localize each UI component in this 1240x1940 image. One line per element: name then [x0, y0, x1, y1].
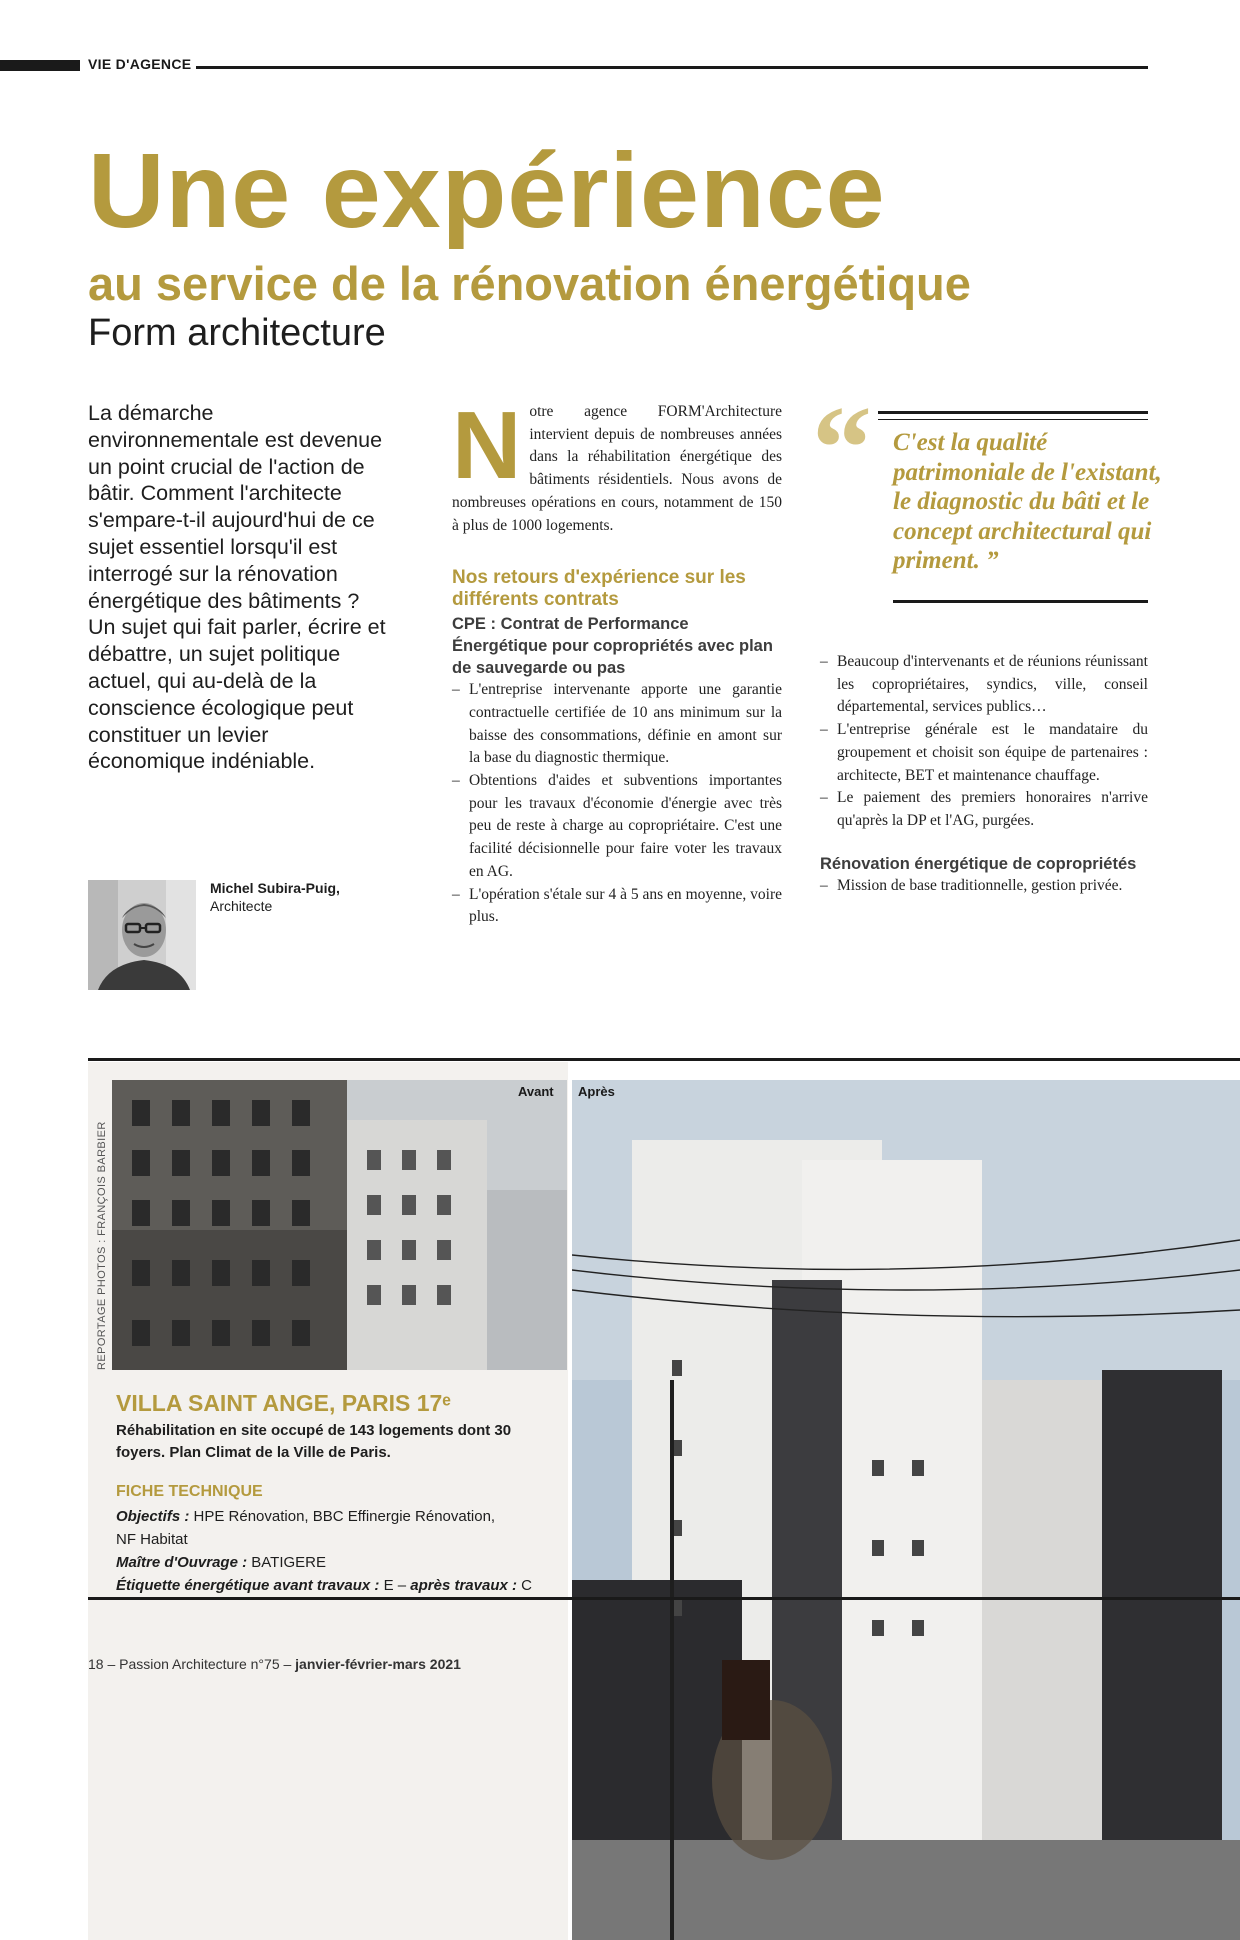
bullet-list: [820, 875, 1148, 898]
project-rule-bottom: [88, 1597, 1240, 1600]
fiche-objectifs-cont: NF Habitat: [116, 1531, 188, 1548]
list-item: – L'opération s'étale sur 4 à 5 ans en moyenne, voire plus.: [452, 884, 782, 929]
quote-mark: “: [812, 381, 872, 514]
column-right: [820, 651, 1148, 897]
before-photo: [112, 1080, 567, 1370]
list-item: – Beaucoup d'intervenants et de réunions réunissant les copropriétaires, syndics, ville, conseil départemental, services publics…: [820, 651, 1148, 719]
section-heading: Nos retours d'expérience sur les différents contrats: [452, 567, 746, 611]
section-bar: [0, 60, 80, 71]
fiche-moa: Maître d'Ouvrage : BATIGERE: [116, 1554, 327, 1571]
label-after: Après: [578, 1084, 615, 1099]
page-subtitle: au service de la rénovation énergétique: [88, 257, 971, 310]
page-footer: 18 – Passion Architecture n°75 – janvier-février-mars 2021: [88, 1656, 461, 1672]
section-subheading: Rénovation énergétique de copropriétés: [820, 854, 1137, 873]
page-kicker: Form architecture: [88, 312, 386, 354]
pull-quote: C'est la qualité patrimoniale de l'existant, le diagnostic du bâti et le concept architectural qui priment. ”: [893, 429, 1162, 575]
project-title: VILLA SAINT ANGE, PARIS 17ᵉ: [116, 1390, 451, 1416]
section-label: VIE D'AGENCE: [88, 56, 192, 72]
bullet-list: [820, 651, 1148, 833]
photo-credit: REPORTAGE PHOTOS : FRANÇOIS BARBIER: [96, 1121, 108, 1370]
author-name: Michel Subira-Puig,: [210, 880, 340, 896]
bullet-list: [452, 679, 782, 929]
drop-cap: N: [452, 392, 522, 499]
fiche-heading: FICHE TECHNIQUE: [116, 1483, 263, 1500]
quote-rule-top: [878, 411, 1148, 414]
fiche-etiquette: Étiquette énergétique avant travaux : E – après travaux : C: [116, 1577, 533, 1594]
label-before: Avant: [518, 1084, 554, 1099]
column-middle: [452, 392, 782, 929]
intro-paragraph: Notre agence FORM'Architecture intervient depuis de nombreuses années dans la réhabilitation énergétique des bâtiments résidentiels. Nous avons de nombreuses opérations en cours, notamment de 150 à plus de 1000 logements.: [452, 392, 782, 534]
quote-rule-bottom: [893, 600, 1148, 603]
list-item: – Obtentions d'aides et subventions importantes pour les travaux d'économie d'énergie avec très peu de reste à charge au copropriétaire. C'est une facilité décisionnelle pour faire voter les travaux en AG.: [452, 770, 782, 884]
list-item: – L'entreprise générale est le mandataire du groupement et choisit son équipe de partenaires : architecte, BET et maintenance chauffage.: [820, 719, 1148, 787]
intro-text: La démarche environnementale est devenue un point crucial de l'action de bâtir. Comment l'architecte s'empare-t-il aujourd'hui de ce sujet essentiel lorsqu'il est interrogé sur la rénovation énergétique des bâtiments ? Un sujet qui fait parler, écrire et débattre, un sujet politique actuel, qui au-delà de la conscience écologique peut constituer un levier économique indéniable.: [88, 401, 386, 774]
after-photo: [572, 1080, 1240, 1940]
list-item: – L'entreprise intervenante apporte une garantie contractuelle certifiée de 10 ans minimum sur la baisse des consommations, définie en amont sur la base du diagnostic thermique.: [452, 679, 782, 770]
project-rule: [88, 1058, 1240, 1061]
author-portrait: [88, 880, 196, 990]
author-role: Architecte: [210, 898, 273, 914]
fiche-objectifs: Objectifs : HPE Rénovation, BBC Effinergie Rénovation,: [116, 1508, 496, 1525]
section-subheading: CPE : Contrat de Performance Énergétique pour copropriétés avec plan de sauvegarde ou pas: [452, 615, 773, 678]
list-item: – Le paiement des premiers honoraires n'arrive qu'après la DP et l'AG, purgées.: [820, 787, 1148, 832]
project-subtitle: Réhabilitation en site occupé de 143 logements dont 30 foyers. Plan Climat de la Ville de Paris.: [116, 1422, 512, 1461]
header-rule: [196, 66, 1148, 69]
list-item: – Mission de base traditionnelle, gestion privée.: [820, 875, 1148, 898]
page-title: Une expérience: [88, 132, 886, 250]
quote-rule-top-thin: [878, 419, 1148, 420]
